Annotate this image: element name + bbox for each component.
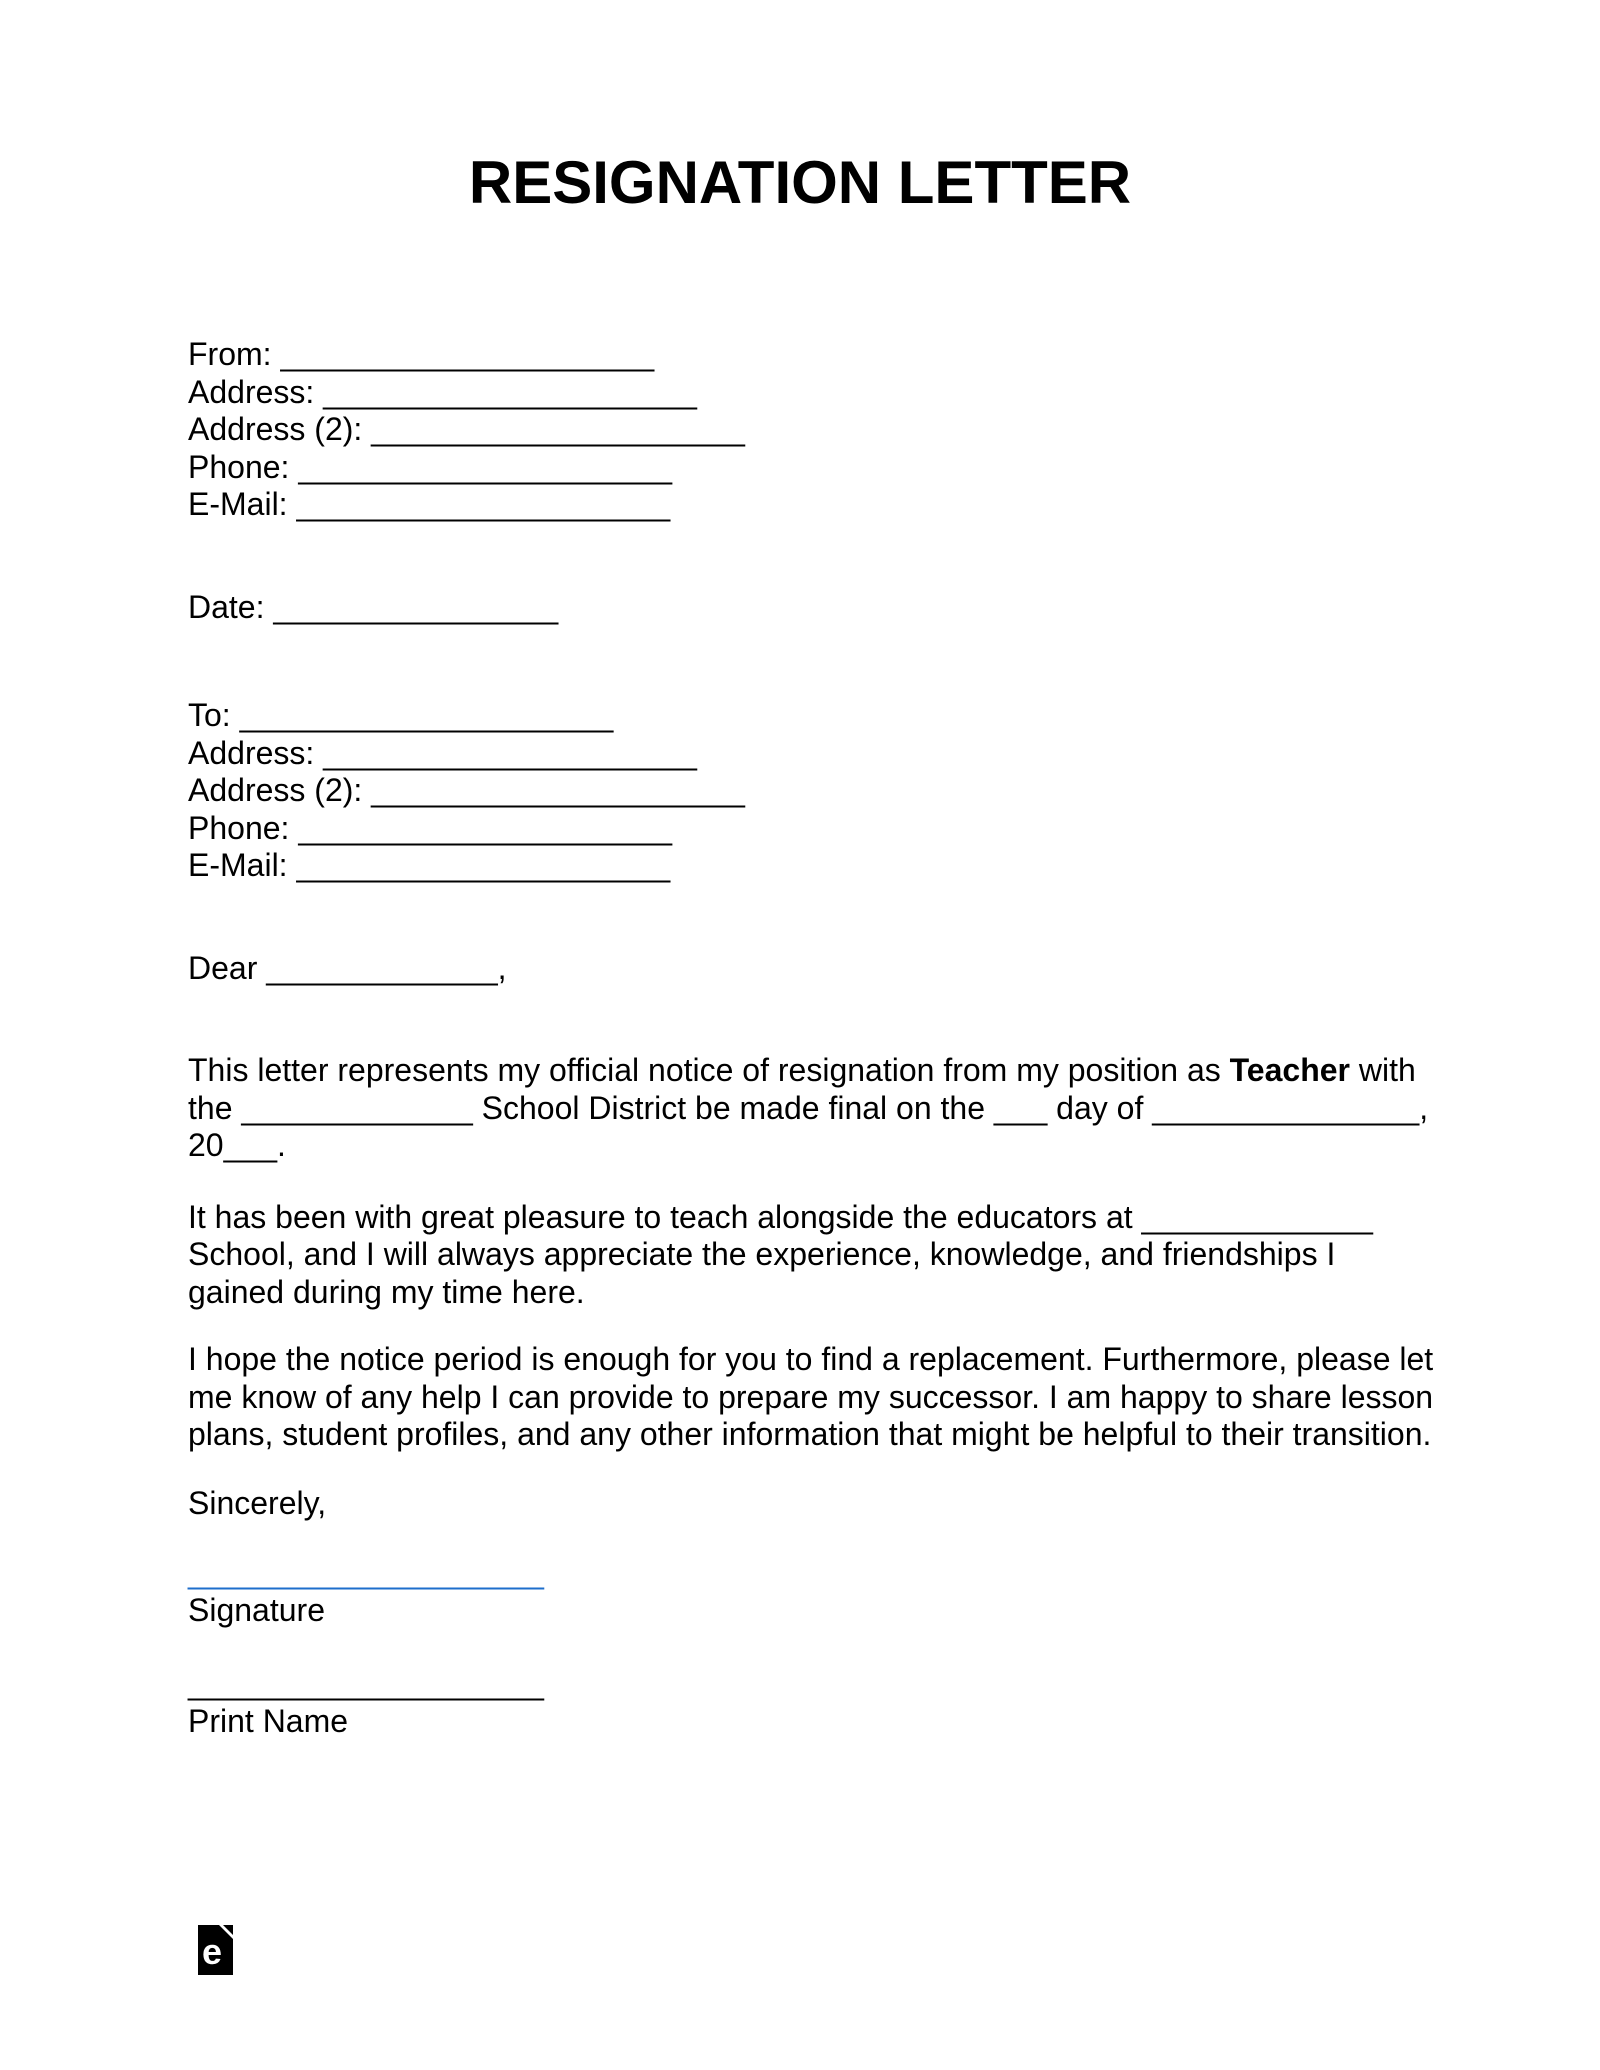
recipient-block	[188, 697, 1412, 885]
paragraph-line	[188, 1127, 1412, 1165]
sender-address-line: Address: _____________________	[188, 373, 697, 410]
text-run: It has been with great pleasure to teach alongside the educators at _____________	[188, 1198, 1373, 1235]
sender-block	[188, 336, 1412, 524]
paragraph-line	[188, 1274, 1412, 1312]
signature-field-line[interactable]: ____________________	[188, 1554, 544, 1590]
sender-from-line: From: _____________________	[188, 336, 655, 372]
text-run: This letter represents my official notice of resignation from my position as	[188, 1052, 1230, 1088]
text-run: I hope the notice period is enough for you to find a replacement. Furthermore, please let	[188, 1341, 1434, 1377]
recipient-to-line: To: _____________________	[188, 697, 614, 733]
text-run: with	[1349, 1052, 1416, 1088]
paragraph-line	[188, 1236, 1412, 1274]
paragraph-line	[188, 1341, 1434, 1379]
letter-content	[0, 148, 1600, 1975]
paragraph-line	[188, 1199, 1412, 1237]
paragraph-notice-of-resignation	[188, 1052, 1429, 1165]
paragraph-transition-help	[188, 1341, 1434, 1454]
sender-address2-line: Address (2): _____________________	[188, 411, 745, 447]
text-run: the _____________ School District be made final on the ___ day of _______________,	[188, 1089, 1429, 1126]
page-title: RESIGNATION LETTER	[468, 149, 1132, 216]
text-run: 20___.	[188, 1127, 286, 1163]
signature-label: Signature	[188, 1591, 325, 1628]
recipient-phone-line: Phone: _____________________	[188, 809, 673, 846]
sender-email-line: E-Mail: _____________________	[188, 486, 671, 522]
print-name-label: Print Name	[188, 1702, 349, 1739]
print-name-field-line: ____________________	[188, 1665, 544, 1701]
paragraph-line	[188, 1416, 1432, 1454]
recipient-email-line: E-Mail: _____________________	[188, 847, 671, 883]
date-line: Date: ________________	[188, 588, 559, 625]
text-run: plans, student profiles, and any other information that might be helpful to their transition.	[188, 1416, 1432, 1452]
eforms-logo	[198, 1925, 233, 1975]
text-run: me know of any help I can provide to prepare my successor. I am happy to share lesson	[188, 1378, 1434, 1415]
recipient-address2-line: Address (2): _____________________	[188, 772, 745, 808]
svg-text:e: e	[201, 1931, 223, 1972]
sender-phone-line: Phone: _____________________	[188, 448, 673, 485]
closing-line: Sincerely,	[188, 1484, 327, 1521]
paragraph-line	[188, 1089, 1429, 1128]
text-run: School, and I will always appreciate the experience, knowledge, and friendships I	[188, 1236, 1336, 1272]
text-run: gained during my time here.	[188, 1273, 585, 1310]
document-icon	[198, 1925, 233, 1975]
salutation-line: Dear _____________,	[188, 949, 507, 986]
paragraph-line	[188, 1378, 1434, 1417]
paragraph-line	[188, 1052, 1416, 1090]
bold-text-run: Teacher	[1229, 1052, 1350, 1088]
paragraph-appreciation	[188, 1199, 1412, 1312]
recipient-address-line: Address: _____________________	[188, 734, 697, 771]
